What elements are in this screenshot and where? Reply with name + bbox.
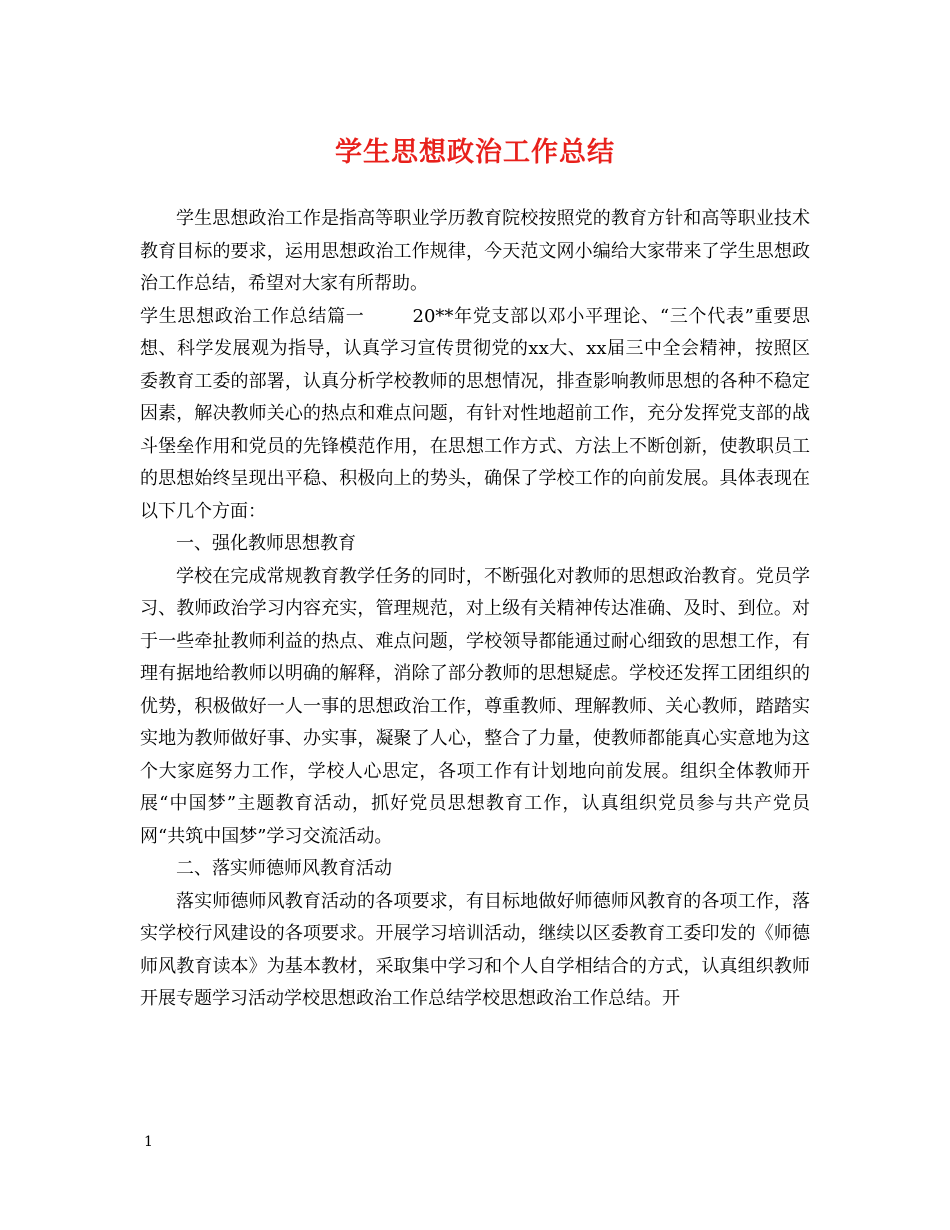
section-body: 20**年党支部以邓小平理论、“三个代表”重要思想、科学发展观为指导，认真学习宣传贯彻党的xx大、xx届三中全会精神，按照区委教育工委的部署，认真分析学校教师的思想情况，排查影响教师思想的各种不稳定因素，解决教师关心的热点和难点问题，有针对性地超前工作，充分发挥党支部的战斗堡垒作用和党员的先锋模范作用，在思想工作方式、方法上不断创新，使教职员工的思想始终呈现出平稳、积极向上的势头，确保了学校工作的向前发展。具体表现在以下几个方面： bbox=[140, 305, 811, 522]
heading-ethics-education: 二、落实师德师风教育活动 bbox=[176, 858, 392, 879]
intro-paragraph: 学生思想政治工作是指高等职业学历教育院校按照党的教育方针和高等职业技术教育目标的要求，运用思想政治工作规律，今天范文网小编给大家带来了学生思想政治工作总结，希望对大家有所帮助。 bbox=[140, 208, 810, 294]
heading-strengthen-teacher-education: 一、强化教师思想教育 bbox=[176, 533, 356, 554]
page-number: 1 bbox=[144, 1134, 153, 1150]
paragraph-teacher-education: 学校在完成常规教育教学任务的同时，不断强化对教师的思想政治教育。党员学习、教师政治学习内容充实，管理规范，对上级有关精神传达准确、及时、到位。对于一些牵扯教师利益的热点、难点问题，学校领导都能通过耐心细致的思想工作，有理有据地给教师以明确的解释，消除了部分教师的思想疑虑。学校还发挥工团组织的优势，积极做好一人一事的思想政治工作，尊重教师、理解教师、关心教师，踏踏实实地为教师做好事、办实事，凝聚了人心，整合了力量，使教师都能真心实意地为这个大家庭努力工作，学校人心思定，各项工作有计划地向前发展。组织全体教师开展“中国梦”主题教育活动，抓好党员思想教育工作，认真组织党员参与共产党员网“共筑中国梦”学习交流活动。 bbox=[140, 565, 810, 847]
section-label: 学生思想政治工作总结篇一 bbox=[140, 305, 365, 327]
section-paragraph bbox=[140, 301, 810, 529]
paragraph-ethics-education: 落实师德师风教育活动的各项要求，有目标地做好师德师风教育的各项工作，落实学校行风建设的各项要求。开展学习培训活动，继续以区委教育工委印发的《师德师风教育读本》为基本教材，采取集中学习和个人自学相结合的方式，认真组织教师开展专题学习活动学校思想政治工作总结学校思想政治工作总结。开 bbox=[140, 890, 810, 1009]
document-body bbox=[140, 203, 810, 1016]
document-title: 学生思想政治工作总结 bbox=[335, 137, 615, 168]
